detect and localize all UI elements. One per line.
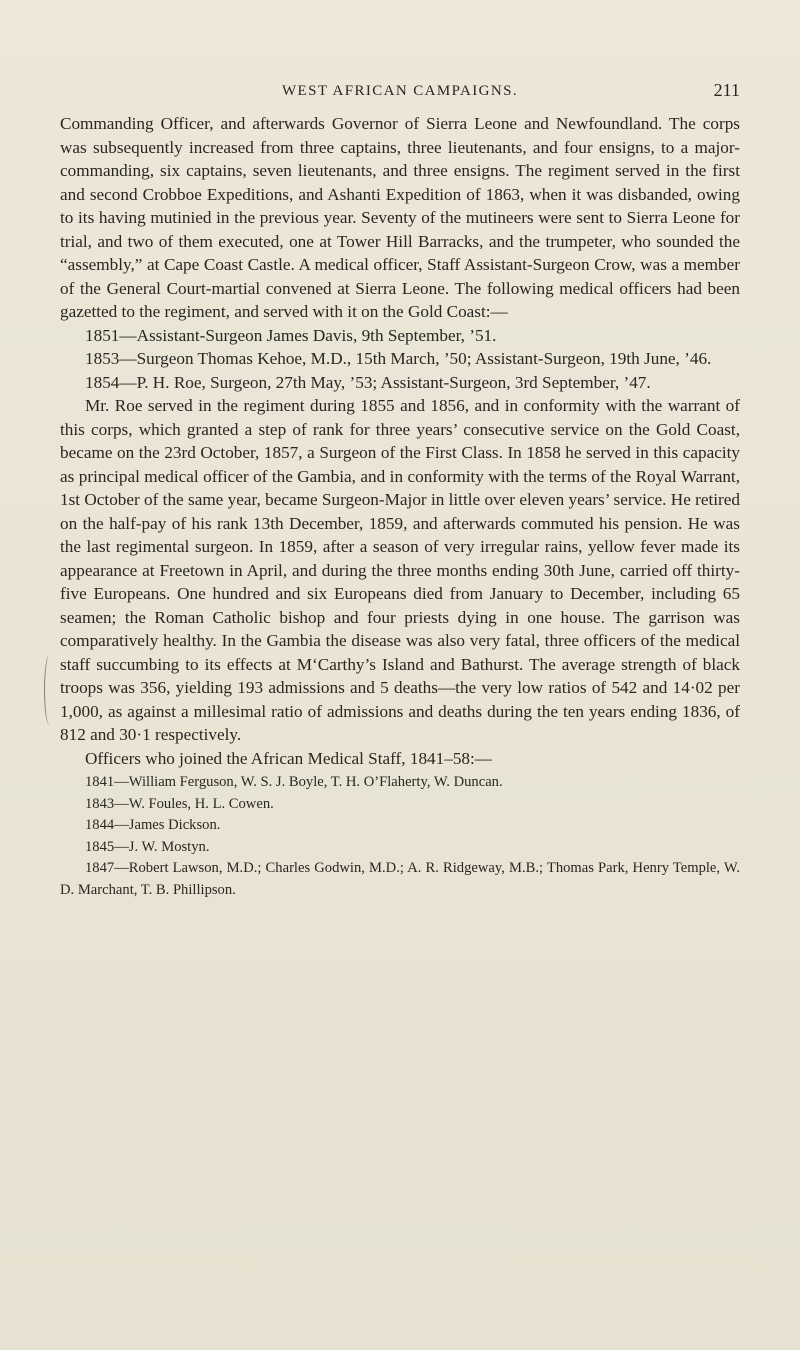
running-title: WEST AFRICAN CAMPAIGNS.	[282, 83, 518, 99]
staff-entry-1844: 1844—James Dickson.	[85, 817, 221, 833]
pencil-margin-mark	[44, 655, 55, 725]
officer-entry-1853: 1853—Surgeon Thomas Kehoe, M.D., 15th March, ’50; Assistant-Surgeon, 19th June, ’46.	[85, 349, 712, 368]
paragraph-roe-service: Mr. Roe served in the regiment during 1855 and 1856, and in conformity with the warrant of this corps, which granted a step of rank for three years’ consecutive service on the Gold Coast, became on the 23rd October, 1857, a Surgeon of the First Class. In 1858 he served in this capacity as principal medical officer of the Gambia, and in conformity with the terms of the Royal Warrant, 1st October of the same year, became Surgeon-Major in little over eleven years’ service. He retired on the half-pay of his rank 13th December, 1859, and afterwards commuted his pension. He was the last regimental surgeon. In 1859, after a season of very irregular rains, yellow fever made its appearance at Freetown in April, and during the three months ending 30th June, carried off thirty-five Europeans. One hundred and six Europeans died from January to December, including 65 seamen; the Roman Catholic bishop and four priests dying in one house. The garrison was comparatively healthy. In the Gambia the disease was also very fatal, three officers of the medical staff succumbing to its effects at M‘Carthy’s Island and Bathurst. The average strength of black troops was 356, yielding 193 admissions and 5 deaths—the very low ratios of 542 and 14·02 per 1,000, as against a millesimal ratio of admissions and deaths during the ten years ending 1836, of 812 and 30·1 respectively.	[60, 396, 740, 744]
officer-entry-1851: 1851—Assistant-Surgeon James Davis, 9th September, ’51.	[85, 325, 497, 345]
running-head	[60, 80, 740, 104]
officer-entry-1854: 1854—P. H. Roe, Surgeon, 27th May, ’53; Assistant-Surgeon, 3rd September, ’47.	[85, 372, 651, 392]
staff-entry-1843: 1843—W. Foules, H. L. Cowen.	[85, 795, 274, 812]
staff-entry-1847: 1847—Robert Lawson, M.D.; Charles Godwin, M.D.; A. R. Ridgeway, M.B.; Thomas Park, Henry Temple, W. D. Marchant, T. B. Phillipson.	[60, 860, 740, 898]
body-text	[60, 112, 740, 901]
paragraph-regiment-history: Commanding Officer, and afterwards Governor of Sierra Leone and Newfoundland. The corps was subsequently increased from three captains, three lieutenants, and four ensigns, to a major-commanding, six captains, seven lieutenants, and three ensigns. The regiment served in the first and second Crobboe Expeditions, and Ashanti Expedition of 1863, when it was disbanded, owing to its having mutinied in the previous year. Seventy of the mutineers were sent to Sierra Leone for trial, and two of them executed, one at Tower Hill Barracks, and the trumpeter, who sounded the “assembly,” at Cape Coast Castle. A medical officer, Staff Assistant-Surgeon Crow, was a member of the General Court-martial convened at Sierra Leone. The following medical officers had been gazetted to the regiment, and served with it on the Gold Coast:—	[60, 114, 740, 321]
page-number: 211	[713, 80, 740, 100]
staff-entry-1841: 1841—William Ferguson, W. S. J. Boyle, T. H. O’Flaherty, W. Duncan.	[85, 774, 503, 790]
staff-list	[60, 772, 740, 901]
staff-entry-1845: 1845—J. W. Mostyn.	[85, 838, 210, 855]
staff-list-intro: Officers who joined the African Medical Staff, 1841–58:—	[85, 748, 492, 768]
